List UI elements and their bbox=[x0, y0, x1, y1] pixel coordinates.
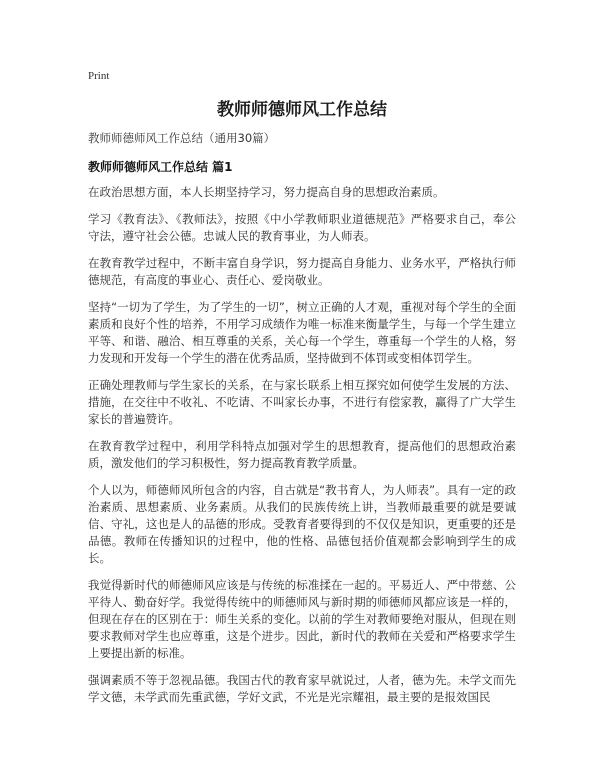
print-link[interactable]: Print bbox=[88, 70, 110, 82]
document-title: 教师师德师风工作总结 bbox=[217, 100, 387, 120]
paragraph: 在教育教学过程中，利用学科特点加强对学生的思想教育，提高他们的思想政治素质，激发他们的学习积极性，努力提高教育教学质量。 bbox=[88, 439, 516, 470]
paragraph: 个人以为，师德师风所包含的内容，自古就是“教书育人，为人师表”。具有一定的政治素质、思想素质、业务素质。从我们的民族传统上讲，当教师最重要的就是要诚信、守礼，这也是人的品德的形成。受教育者要得到的不仅仅是知识，更重要的还是品德。教师在传播知识的过程中，他的性格、品德包括价值观都会影响到学生的成长。 bbox=[88, 483, 516, 565]
paragraph: 我觉得新时代的师德师风应该是与传统的标准揉在一起的。平易近人、严中带慈、公平待人、勤奋好学。我觉得传统中的师德师风与新时期的师德师风都应该是一样的，但现在存在的区别在于：师生关系的变化。以前的学生对教师要绝对服从，但现在则要求教师对学生也应尊重，这是个进步。因此，新时代的教师在关爱和严格要求学生上要提出新的标准。 bbox=[88, 578, 516, 660]
section-heading: 教师师德师风工作总结 篇1 bbox=[88, 160, 233, 174]
paragraph: 在政治思想方面，本人长期坚持学习，努力提高自身的思想政治素质。 bbox=[88, 185, 445, 199]
document-subtitle: 教师师德师风工作总结（通用30篇） bbox=[88, 131, 276, 145]
paragraph: 坚持“一切为了学生，为了学生的一切”，树立正确的人才观，重视对每个学生的全面素质和良好个性的培养，不用学习成绩作为唯一标准来衡量学生，与每一个学生建立平等、和谐、融洽、相互尊重的关系，关心每一个学生，尊重每一个学生的人格，努力发现和开发每一个学生的潜在优秀品质，坚持做到不体罚或变相体罚学生。 bbox=[88, 300, 516, 365]
paragraph: 强调素质不等于忽视品德。我国古代的教育家早就说过，人者，德为先。未学文而先学文德，未学武而先重武德，学好文武，不光是光宗耀祖，最主要的是报效国民 bbox=[88, 673, 516, 704]
document-body bbox=[88, 184, 516, 716]
paragraph: 学习《教育法》、《教师法》，按照《中小学教师职业道德规范》严格要求自己，奉公守法，遵守社会公德。忠诚人民的教育事业，为人师表。 bbox=[88, 212, 516, 243]
paragraph: 正确处理教师与学生家长的关系，在与家长联系上相互探究如何使学生发展的方法、措施，在交往中不收礼、不吃请、不叫家长办事，不进行有偿家教，赢得了广大学生家长的普遍赞许。 bbox=[88, 378, 516, 426]
paragraph: 在教育教学过程中，不断丰富自身学识，努力提高自身能力、业务水平，严格执行师德规范，有高度的事业心、责任心、爱岗敬业。 bbox=[88, 256, 516, 287]
